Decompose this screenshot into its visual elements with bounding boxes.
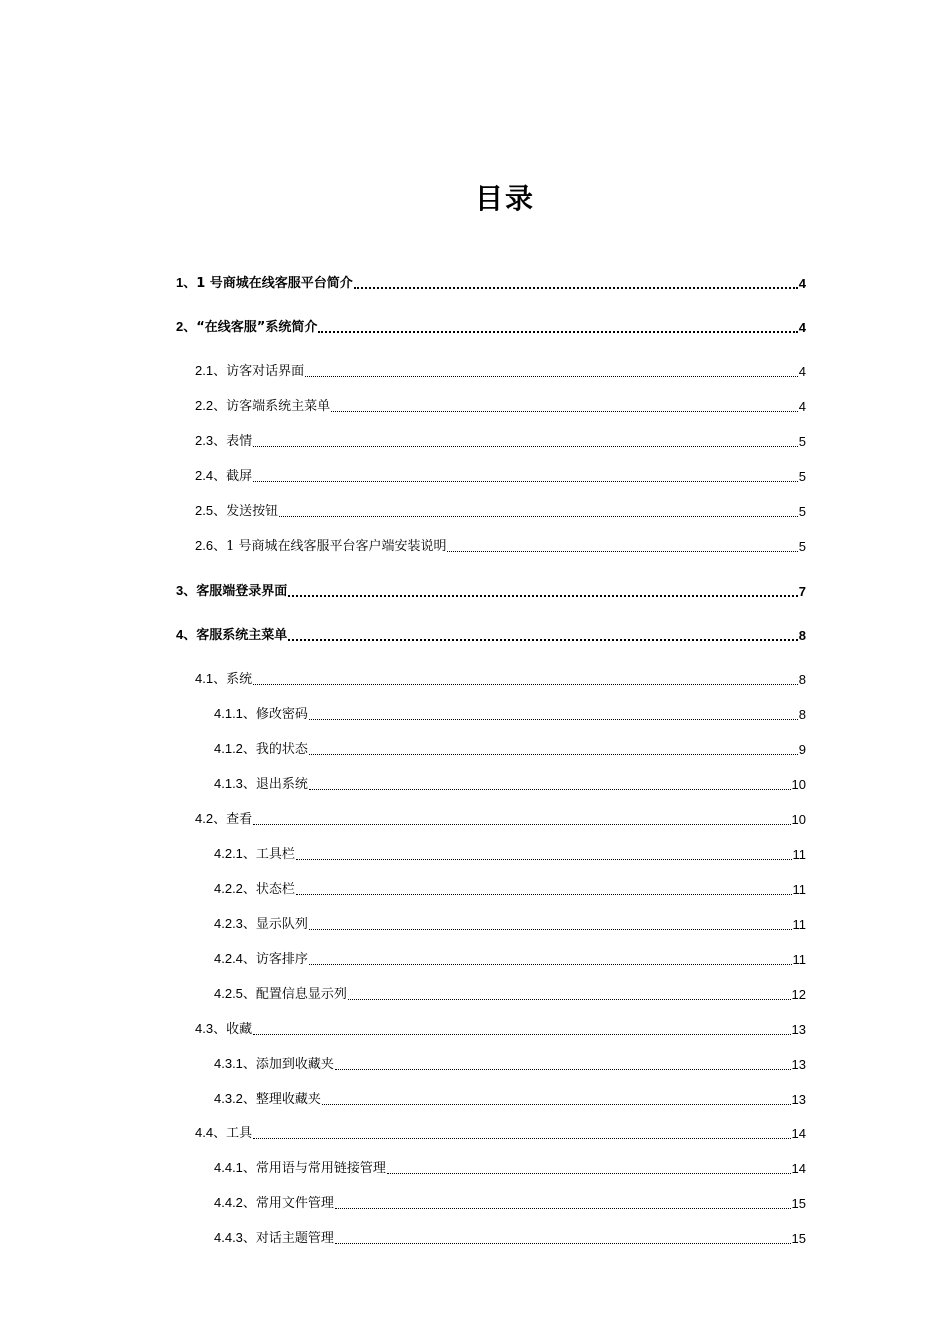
toc-entry-page-number: 5 bbox=[798, 434, 806, 449]
toc-dot-leader bbox=[288, 595, 798, 597]
toc-entry-page-number: 7 bbox=[798, 584, 806, 599]
toc-entry-page-number: 15 bbox=[791, 1231, 806, 1246]
toc-entry-number: 2、 bbox=[176, 319, 197, 334]
toc-entry-label bbox=[195, 1123, 252, 1144]
toc-entry[interactable] bbox=[214, 775, 806, 795]
toc-dot-leader bbox=[309, 789, 791, 790]
toc-entry-label bbox=[214, 949, 308, 970]
toc-entry-number: 2.4、 bbox=[195, 468, 227, 483]
toc-entry-number: 2.3、 bbox=[195, 433, 227, 448]
toc-entry[interactable] bbox=[214, 1229, 806, 1249]
toc-entry[interactable] bbox=[214, 880, 806, 900]
toc-entry-page-number: 13 bbox=[791, 1092, 806, 1107]
toc-entry-text: 显示队列 bbox=[255, 917, 308, 932]
toc-entry-number: 4.1.2、 bbox=[214, 741, 256, 756]
toc-entry-text: 1 号商城在线客服平台简介 bbox=[196, 276, 353, 291]
toc-entry[interactable] bbox=[195, 362, 806, 382]
toc-entry[interactable] bbox=[214, 1194, 806, 1214]
toc-entry[interactable] bbox=[176, 626, 806, 646]
toc-entry[interactable] bbox=[195, 467, 806, 487]
toc-entry[interactable] bbox=[176, 582, 806, 602]
toc-entry-number: 4.1.1、 bbox=[214, 706, 256, 721]
toc-entry-text: 客服端登录界面 bbox=[196, 584, 288, 599]
toc-entry-text: “在线客服”系统简介 bbox=[196, 320, 318, 335]
toc-entry[interactable] bbox=[195, 1020, 806, 1040]
toc-entry-label bbox=[195, 396, 330, 417]
toc-entry-page-number: 9 bbox=[798, 742, 806, 757]
toc-entry-number: 4.4.3、 bbox=[214, 1230, 256, 1245]
toc-entry-page-number: 8 bbox=[798, 707, 806, 722]
toc-entry-text: 常用语与常用链接管理 bbox=[255, 1161, 386, 1176]
toc-entry-label bbox=[195, 536, 446, 557]
toc-entry-page-number: 14 bbox=[791, 1161, 806, 1176]
toc-entry-number: 4.3.1、 bbox=[214, 1056, 256, 1071]
toc-entry-text: 对话主题管理 bbox=[255, 1231, 334, 1246]
toc-entry[interactable] bbox=[214, 705, 806, 725]
toc-entry-number: 4.4、 bbox=[195, 1125, 227, 1140]
toc-dot-leader bbox=[309, 719, 798, 720]
toc-entry-text: 客服系统主菜单 bbox=[196, 628, 288, 643]
toc-entry[interactable] bbox=[214, 985, 806, 1005]
toc-entry-label bbox=[195, 1019, 252, 1040]
toc-entry-page-number: 4 bbox=[798, 399, 806, 414]
toc-entry-label bbox=[176, 273, 353, 294]
toc-dot-leader bbox=[253, 1034, 790, 1035]
toc-entry-text: 添加到收藏夹 bbox=[255, 1057, 334, 1072]
toc-dot-leader bbox=[296, 894, 792, 895]
toc-entry-page-number: 15 bbox=[791, 1196, 806, 1211]
toc-entry-label bbox=[195, 431, 252, 452]
toc-entry-page-number: 4 bbox=[798, 320, 806, 335]
toc-entry-number: 4.1、 bbox=[195, 671, 227, 686]
toc-dot-leader bbox=[253, 824, 790, 825]
toc-entry-number: 4.3.2、 bbox=[214, 1091, 256, 1106]
toc-entry-label bbox=[214, 1158, 386, 1179]
toc-entry-number: 4.2.3、 bbox=[214, 916, 256, 931]
toc-entry-page-number: 11 bbox=[792, 917, 806, 932]
toc-entry[interactable] bbox=[214, 950, 806, 970]
toc-entry[interactable] bbox=[195, 397, 806, 417]
toc-entry-number: 2.6、 bbox=[195, 538, 227, 553]
toc-dot-leader bbox=[335, 1243, 791, 1244]
toc-entry-number: 4.2、 bbox=[195, 811, 227, 826]
toc-entry-page-number: 12 bbox=[791, 987, 806, 1002]
toc-entry-text: 退出系统 bbox=[255, 777, 308, 792]
toc-entry-number: 4、 bbox=[176, 627, 197, 642]
toc-entry-number: 1、 bbox=[176, 275, 197, 290]
toc-entry[interactable] bbox=[176, 274, 806, 294]
toc-entry-number: 4.2.5、 bbox=[214, 986, 256, 1001]
toc-entry-label bbox=[195, 809, 252, 830]
toc-entry-label bbox=[214, 1089, 321, 1110]
toc-entry-page-number: 13 bbox=[791, 1022, 806, 1037]
toc-entry-page-number: 11 bbox=[792, 882, 806, 897]
toc-entry-number: 4.2.1、 bbox=[214, 846, 256, 861]
toc-entry[interactable] bbox=[214, 845, 806, 865]
toc-dot-leader bbox=[335, 1069, 791, 1070]
toc-entry-text: 表情 bbox=[226, 434, 253, 449]
toc-entry[interactable] bbox=[214, 915, 806, 935]
toc-entry-text: 发送按钮 bbox=[226, 504, 279, 519]
toc-entry-number: 4.4.2、 bbox=[214, 1195, 256, 1210]
toc-entry-page-number: 11 bbox=[792, 847, 806, 862]
toc-entry-page-number: 4 bbox=[798, 276, 806, 291]
toc-entry-page-number: 10 bbox=[791, 812, 806, 827]
toc-entry-text: 工具栏 bbox=[255, 847, 295, 862]
toc-entry-label bbox=[214, 914, 308, 935]
toc-entry-text: 配置信息显示列 bbox=[255, 987, 347, 1002]
toc-entry-text: 工具 bbox=[226, 1126, 253, 1141]
toc-entry-page-number: 4 bbox=[798, 364, 806, 379]
toc-entry[interactable] bbox=[214, 1159, 806, 1179]
toc-entry-page-number: 5 bbox=[798, 469, 806, 484]
toc-entry-label bbox=[195, 501, 278, 522]
toc-entry[interactable] bbox=[195, 670, 806, 690]
toc-entry[interactable] bbox=[176, 318, 806, 338]
toc-entry-number: 3、 bbox=[176, 583, 197, 598]
toc-entry-page-number: 10 bbox=[791, 777, 806, 792]
toc-dot-leader bbox=[331, 411, 798, 412]
toc-entry[interactable] bbox=[214, 740, 806, 760]
toc-entry-page-number: 8 bbox=[798, 672, 806, 687]
toc-entry-text: 常用文件管理 bbox=[255, 1196, 334, 1211]
toc-entry-label bbox=[176, 625, 287, 646]
toc-dot-leader bbox=[253, 446, 798, 447]
toc-entry-label bbox=[195, 669, 252, 690]
toc-entry-label bbox=[214, 704, 308, 725]
toc-entry-text: 截屏 bbox=[226, 469, 253, 484]
toc-entry-text: 访客端系统主菜单 bbox=[226, 399, 331, 414]
toc-dot-leader bbox=[253, 481, 798, 482]
toc-entry-page-number: 14 bbox=[791, 1126, 806, 1141]
toc-entry[interactable] bbox=[214, 1090, 806, 1110]
toc-dot-leader bbox=[348, 999, 791, 1000]
toc-entry-text: 系统 bbox=[226, 672, 253, 687]
toc-entry-number: 4.3、 bbox=[195, 1021, 227, 1036]
toc-entry[interactable] bbox=[195, 1124, 806, 1144]
toc-entry-text: 整理收藏夹 bbox=[255, 1092, 321, 1107]
toc-dot-leader bbox=[354, 287, 798, 289]
toc-entry-label bbox=[214, 1054, 334, 1075]
toc-entry-page-number: 5 bbox=[798, 539, 806, 554]
toc-entry-number: 2.2、 bbox=[195, 398, 227, 413]
toc-entry-text: 1 号商城在线客服平台客户端安装说明 bbox=[226, 539, 447, 554]
toc-entry[interactable] bbox=[195, 502, 806, 522]
toc-entry-label bbox=[214, 1193, 334, 1214]
toc-entry-label bbox=[176, 317, 317, 338]
toc-entry[interactable] bbox=[214, 1055, 806, 1075]
toc-entry-page-number: 5 bbox=[798, 504, 806, 519]
toc-entry-number: 4.1.3、 bbox=[214, 776, 256, 791]
toc-entry-text: 访客对话界面 bbox=[226, 364, 305, 379]
toc-entry-number: 4.2.4、 bbox=[214, 951, 256, 966]
toc-dot-leader bbox=[253, 684, 798, 685]
toc-entry-page-number: 13 bbox=[791, 1057, 806, 1072]
toc-entry-number: 2.5、 bbox=[195, 503, 227, 518]
toc-entry-label bbox=[176, 581, 287, 602]
toc-entry-text: 修改密码 bbox=[255, 707, 308, 722]
toc-entry-number: 4.2.2、 bbox=[214, 881, 256, 896]
toc-entry-label bbox=[214, 1228, 334, 1249]
toc-entry-text: 我的状态 bbox=[255, 742, 308, 757]
toc-dot-leader bbox=[335, 1208, 791, 1209]
toc-dot-leader bbox=[318, 331, 797, 333]
toc-entry[interactable] bbox=[195, 537, 806, 557]
toc-entry-label bbox=[195, 466, 252, 487]
toc-dot-leader bbox=[309, 754, 798, 755]
toc-dot-leader bbox=[288, 639, 798, 641]
toc-entry[interactable] bbox=[195, 432, 806, 452]
toc-dot-leader bbox=[279, 516, 798, 517]
toc-entry-page-number: 8 bbox=[798, 628, 806, 643]
toc-entry-label bbox=[214, 739, 308, 760]
toc-entry-label bbox=[214, 984, 347, 1005]
toc-dot-leader bbox=[296, 859, 792, 860]
toc-dot-leader bbox=[309, 964, 792, 965]
toc-entry-number: 2.1、 bbox=[195, 363, 227, 378]
toc-entry-text: 查看 bbox=[226, 812, 253, 827]
toc-entry[interactable] bbox=[195, 810, 806, 830]
toc-entry-text: 状态栏 bbox=[255, 882, 295, 897]
toc-entry-page-number: 11 bbox=[792, 952, 806, 967]
toc-dot-leader bbox=[322, 1104, 791, 1105]
toc-dot-leader bbox=[305, 376, 798, 377]
toc-entry-label bbox=[214, 774, 308, 795]
page-title: 目录 bbox=[474, 181, 535, 215]
toc-entry-label bbox=[195, 361, 304, 382]
toc-entry-text: 收藏 bbox=[226, 1022, 253, 1037]
toc-dot-leader bbox=[447, 551, 797, 552]
toc-entry-label bbox=[214, 879, 295, 900]
toc-entry-label bbox=[214, 844, 295, 865]
toc-dot-leader bbox=[387, 1173, 791, 1174]
toc-entry-text: 访客排序 bbox=[255, 952, 308, 967]
toc-dot-leader bbox=[253, 1138, 790, 1139]
toc-dot-leader bbox=[309, 929, 792, 930]
toc-entry-number: 4.4.1、 bbox=[214, 1160, 256, 1175]
